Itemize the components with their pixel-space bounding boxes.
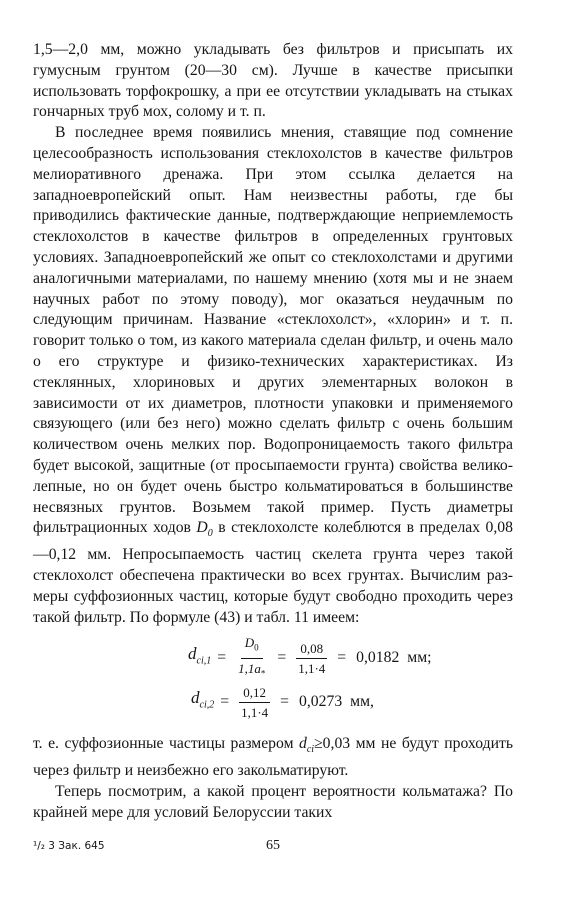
formula-1-unit: мм; [407,649,432,667]
formula-2 [33,680,513,724]
fraction-numeric-1: $\frac{0,08}{1,1\cdot 4}$ [298,640,326,676]
page-number: 65 [266,838,280,853]
page-footer [33,838,513,858]
symbol-d0: $D_0$ [196,519,213,540]
paragraph-2-text-a: В последнее время появились мнения, ставящие под сомнение целесообразность использования стеклохолстов в качестве фильтров мелиоративного дренажа. При этом ссылка делается на западноевропейский опыт. Нам неизвестны работы, где бы приводились фактические данные, подтверждающие неприемлемость стеклохолстов в качестве фильтров в определенных грунтовых условиях. Западноевропейский же опыт со стеклохолстами и другими аналогичными материалами, по нашему мнению (хотя мы и не знаем научных работ по этому поводу), мог оказаться неудачным по следующим причинам. Название «стеклохолст», «хлорин» и т. п. говорит только о том, из какого материала сделан фильтр, и очень мало о его структуре и физико-технических характеристиках. Из стеклянных, хлориновых и других элементарных волокон в зависимости от их диаметров, плотности упаковки и применяемого связующего (или без него) можно сделать фильтр с очень большим количеством очень мелких пор. Водопроницаемость такого фильтра будет высокой, защитные (от просыпаемости грунта) свойства великолепные, но он будет очень быстро кольматироваться в большинстве несвязных грунтов. Возьмем такой пример. Пусть диаметры фильтрационных ходов [33,124,513,537]
formula-1-result: 0,0182 [356,649,400,667]
paragraph-1: 1,5—2,0 мм, можно укладывать без фильтров и присыпать их гумусным грунтом (20—30 см). Лучше в качестве присыпки использовать торфокрошку, а при ее отсутствии укладывать на стыках гончарных труб мох, солому и т. п. [33,41,513,121]
formula-1-lhs: $d_{ci,1}$ [188,644,212,667]
fraction-d0-over-a: $\frac{D_0}{1,1a_*}$ [238,635,266,679]
formula-2-unit: мм, [350,693,374,711]
paragraph-2 [33,123,513,628]
equals-sign: = [280,693,290,711]
paragraph-2-text-b: в стеклохолсте колеблются в пределах 0,08—0,12 мм. Непросыпаемость частиц скелета грунта через такой стеклохолст обеспечена практически во всех грунтах. Вычислим размеры суффозионных частиц, которые будут свободно проходить через такой фильтр. По формуле (43) и табл. 11 имеем: [33,519,513,626]
symbol-dci: $d_{ci}$ [299,735,315,756]
equals-sign: = [337,649,347,667]
equals-sign: = [217,649,227,667]
equals-sign: = [220,693,230,711]
printer-signature: ¹/₂ 3 Зак. 645 [33,840,105,852]
formula-block [33,636,513,724]
formula-2-lhs: $d_{ci,2}$ [191,688,215,711]
body-text [33,40,513,824]
paragraph-4: Теперь посмотрим, а какой процент вероятности кольматажа? По крайней мере для условий Белоруссии таких [33,783,513,821]
formula-1 [33,636,513,680]
equals-sign: = [277,649,287,667]
paragraph-3: т. е. суффозионные частицы размером $d_{ci}\ge 0,03$ мм не будут проходить через фильтр и неизбежно его закольматируют. [33,735,513,780]
fraction-numeric-2: $\frac{0,12}{1,1\cdot 4}$ [241,684,269,720]
formula-2-result: 0,0273 [299,693,343,711]
